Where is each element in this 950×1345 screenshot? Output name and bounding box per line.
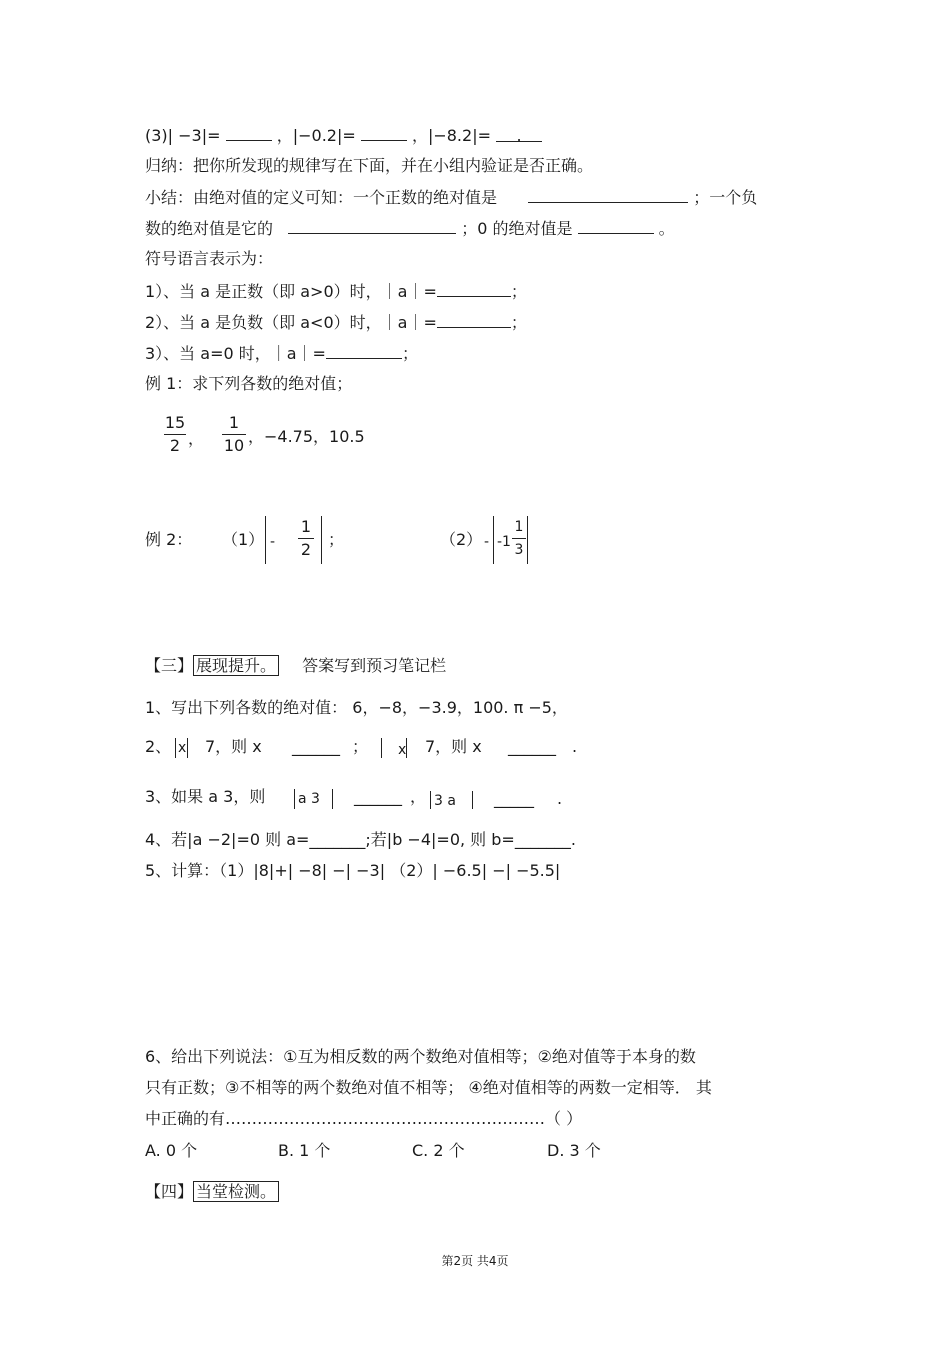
case-zero-line — [145, 342, 418, 365]
fraction-15-over-2 — [164, 414, 186, 455]
semicolon: ； — [510, 313, 527, 332]
fraction-1-over-10 — [222, 414, 246, 455]
var-x: x — [178, 740, 187, 756]
comma: ， — [410, 787, 427, 806]
comma: ， — [188, 429, 205, 448]
page-footer: 第2页 共4页 — [441, 1254, 509, 1268]
answer-blank[interactable] — [361, 124, 407, 141]
abs-bar — [430, 791, 431, 809]
denominator: 2 — [300, 540, 312, 559]
answer-blank[interactable] — [578, 217, 654, 234]
question-6-line-1: 6、给出下列说法：①互为相反数的两个数绝对值相等；②绝对值等于本身的数 — [145, 1047, 696, 1066]
semicolon: ； — [352, 737, 369, 756]
section-4-header — [145, 1181, 279, 1203]
example-2-part-2: （2） — [440, 530, 483, 549]
answer-blank[interactable] — [437, 280, 511, 297]
semicolon: ； — [510, 282, 527, 301]
abs-neg8.2-text: ，|−8.2|= — [411, 126, 491, 145]
abs-neg3-text: (3)| −3|= — [145, 126, 221, 145]
option-b[interactable]: B. 1 个 — [278, 1141, 331, 1160]
answer-blank[interactable]: ______ — [292, 737, 340, 756]
question-number: 2、 — [145, 737, 172, 756]
section-title: 展现提升。 — [193, 655, 279, 676]
example-1-title: 例 1：求下列各数的绝对值； — [145, 374, 353, 393]
example-2-part-1: （1） — [222, 530, 265, 549]
summary-line-2 — [145, 217, 675, 240]
summary-text-4: ；0 的绝对值是 — [461, 219, 573, 238]
period: . — [557, 789, 563, 808]
fraction-1-over-3 — [512, 518, 526, 559]
numerator: 1 — [514, 519, 524, 535]
var-x: x — [398, 742, 407, 758]
fraction-bar — [512, 538, 526, 539]
period: . — [572, 737, 578, 756]
neg-prefix: - — [484, 534, 490, 550]
numerator: 15 — [164, 413, 186, 432]
minus-sign: - — [270, 534, 276, 550]
abs-bar-right — [527, 516, 528, 564]
answer-blank[interactable] — [437, 311, 511, 328]
abs-bar — [175, 738, 176, 758]
numerator: 1 — [300, 517, 312, 536]
option-c[interactable]: C. 2 个 — [412, 1141, 465, 1160]
answer-blank[interactable] — [326, 342, 402, 359]
period: 。 — [658, 219, 675, 238]
denominator: 10 — [223, 436, 245, 455]
abs-bar — [187, 738, 188, 758]
example-2-label: 例 2： — [145, 530, 193, 549]
case-negative-line — [145, 311, 527, 334]
section-note: 答案写到预习笔记栏 — [302, 656, 447, 675]
symbol-language-line: 符号语言表示为： — [145, 249, 274, 268]
example-1-rest: ，−4.75，10.5 — [248, 427, 365, 446]
denominator: 2 — [169, 436, 181, 455]
abs-bar-left — [493, 516, 494, 564]
expr-a-3: a 3 — [298, 791, 320, 807]
summary-line-1 — [145, 186, 757, 209]
abs-bar — [472, 791, 473, 809]
question-6-line-2: 只有正数；③不相等的两个数绝对值不相等； ④绝对值相等的两数一定相等． 其 — [145, 1078, 712, 1097]
summary-text: 小结：由绝对值的定义可知：一个正数的绝对值是 — [145, 188, 498, 207]
case-positive-line — [145, 280, 527, 303]
abs-bar-left — [265, 516, 266, 564]
abs-neg0.2-text: ，|−0.2|= — [276, 126, 356, 145]
fraction-bar — [164, 434, 186, 435]
fraction-1-over-2 — [298, 518, 314, 559]
abs-bar — [381, 738, 382, 758]
semicolon: ； — [401, 344, 418, 363]
fraction-bar — [298, 538, 314, 539]
fraction-bar — [222, 434, 246, 435]
q2-condition-2: 7，则 x — [425, 737, 482, 756]
answer-blank[interactable] — [226, 124, 272, 141]
q2-condition-1: 7，则 x — [205, 737, 262, 756]
summary-text-3: 数的绝对值是它的 — [145, 219, 274, 238]
abs-bar — [332, 789, 333, 809]
answer-blank[interactable]: ______ — [354, 787, 402, 806]
question-4: 4、若|a −2|=0 则 a=_______;若|b −4|=0, 则 b=_______. — [145, 830, 576, 849]
mixed-number-prefix: -1 — [497, 534, 511, 550]
case-text: 1）、当 a 是正数（即 a>0）时，｜a｜= — [145, 282, 437, 301]
answer-blank[interactable]: _____ — [494, 789, 534, 808]
section-3-header — [145, 655, 446, 677]
section-title: 当堂检测。 — [193, 1181, 279, 1202]
answer-blank[interactable] — [288, 217, 456, 234]
question-5: 5、计算：（1）|8|+| −8| −| −3| （2）| −6.5| −| −5.5| — [145, 861, 561, 880]
denominator: 3 — [514, 542, 524, 558]
case-text: 3）、当 a=0 时，｜a｜= — [145, 344, 326, 363]
summary-text-2: ；一个负 — [693, 188, 758, 207]
option-d[interactable]: D. 3 个 — [547, 1141, 601, 1160]
case-text: 2）、当 a 是负数（即 a<0）时，｜a｜= — [145, 313, 437, 332]
expr-3-a: 3 a — [434, 793, 456, 809]
numerator: 1 — [228, 413, 240, 432]
abs-bar — [294, 789, 295, 809]
abs-bar — [406, 738, 407, 758]
exercise-3-line — [145, 124, 542, 147]
answer-blank[interactable] — [528, 186, 688, 203]
section-bracket: 【三】 — [145, 656, 194, 675]
section-bracket: 【四】 — [145, 1182, 194, 1201]
question-6-line-3: 中正确的有……………………………………………………（ ） — [145, 1109, 583, 1128]
question-2 — [145, 736, 171, 758]
answer-blank[interactable] — [496, 125, 542, 145]
option-a[interactable]: A. 0 个 — [145, 1141, 198, 1160]
question-3: 3、如果 a 3，则 — [145, 787, 266, 806]
blank-dot: . — [516, 126, 522, 145]
answer-blank[interactable]: ______ — [508, 737, 556, 756]
question-1: 1、写出下列各数的绝对值： 6，−8，−3.9，100. π −5， — [145, 698, 568, 717]
abs-bar-right — [321, 516, 322, 564]
semicolon: ； — [328, 530, 345, 549]
induction-line: 归纳：把你所发现的规律写在下面，并在小组内验证是否正确。 — [145, 156, 594, 175]
